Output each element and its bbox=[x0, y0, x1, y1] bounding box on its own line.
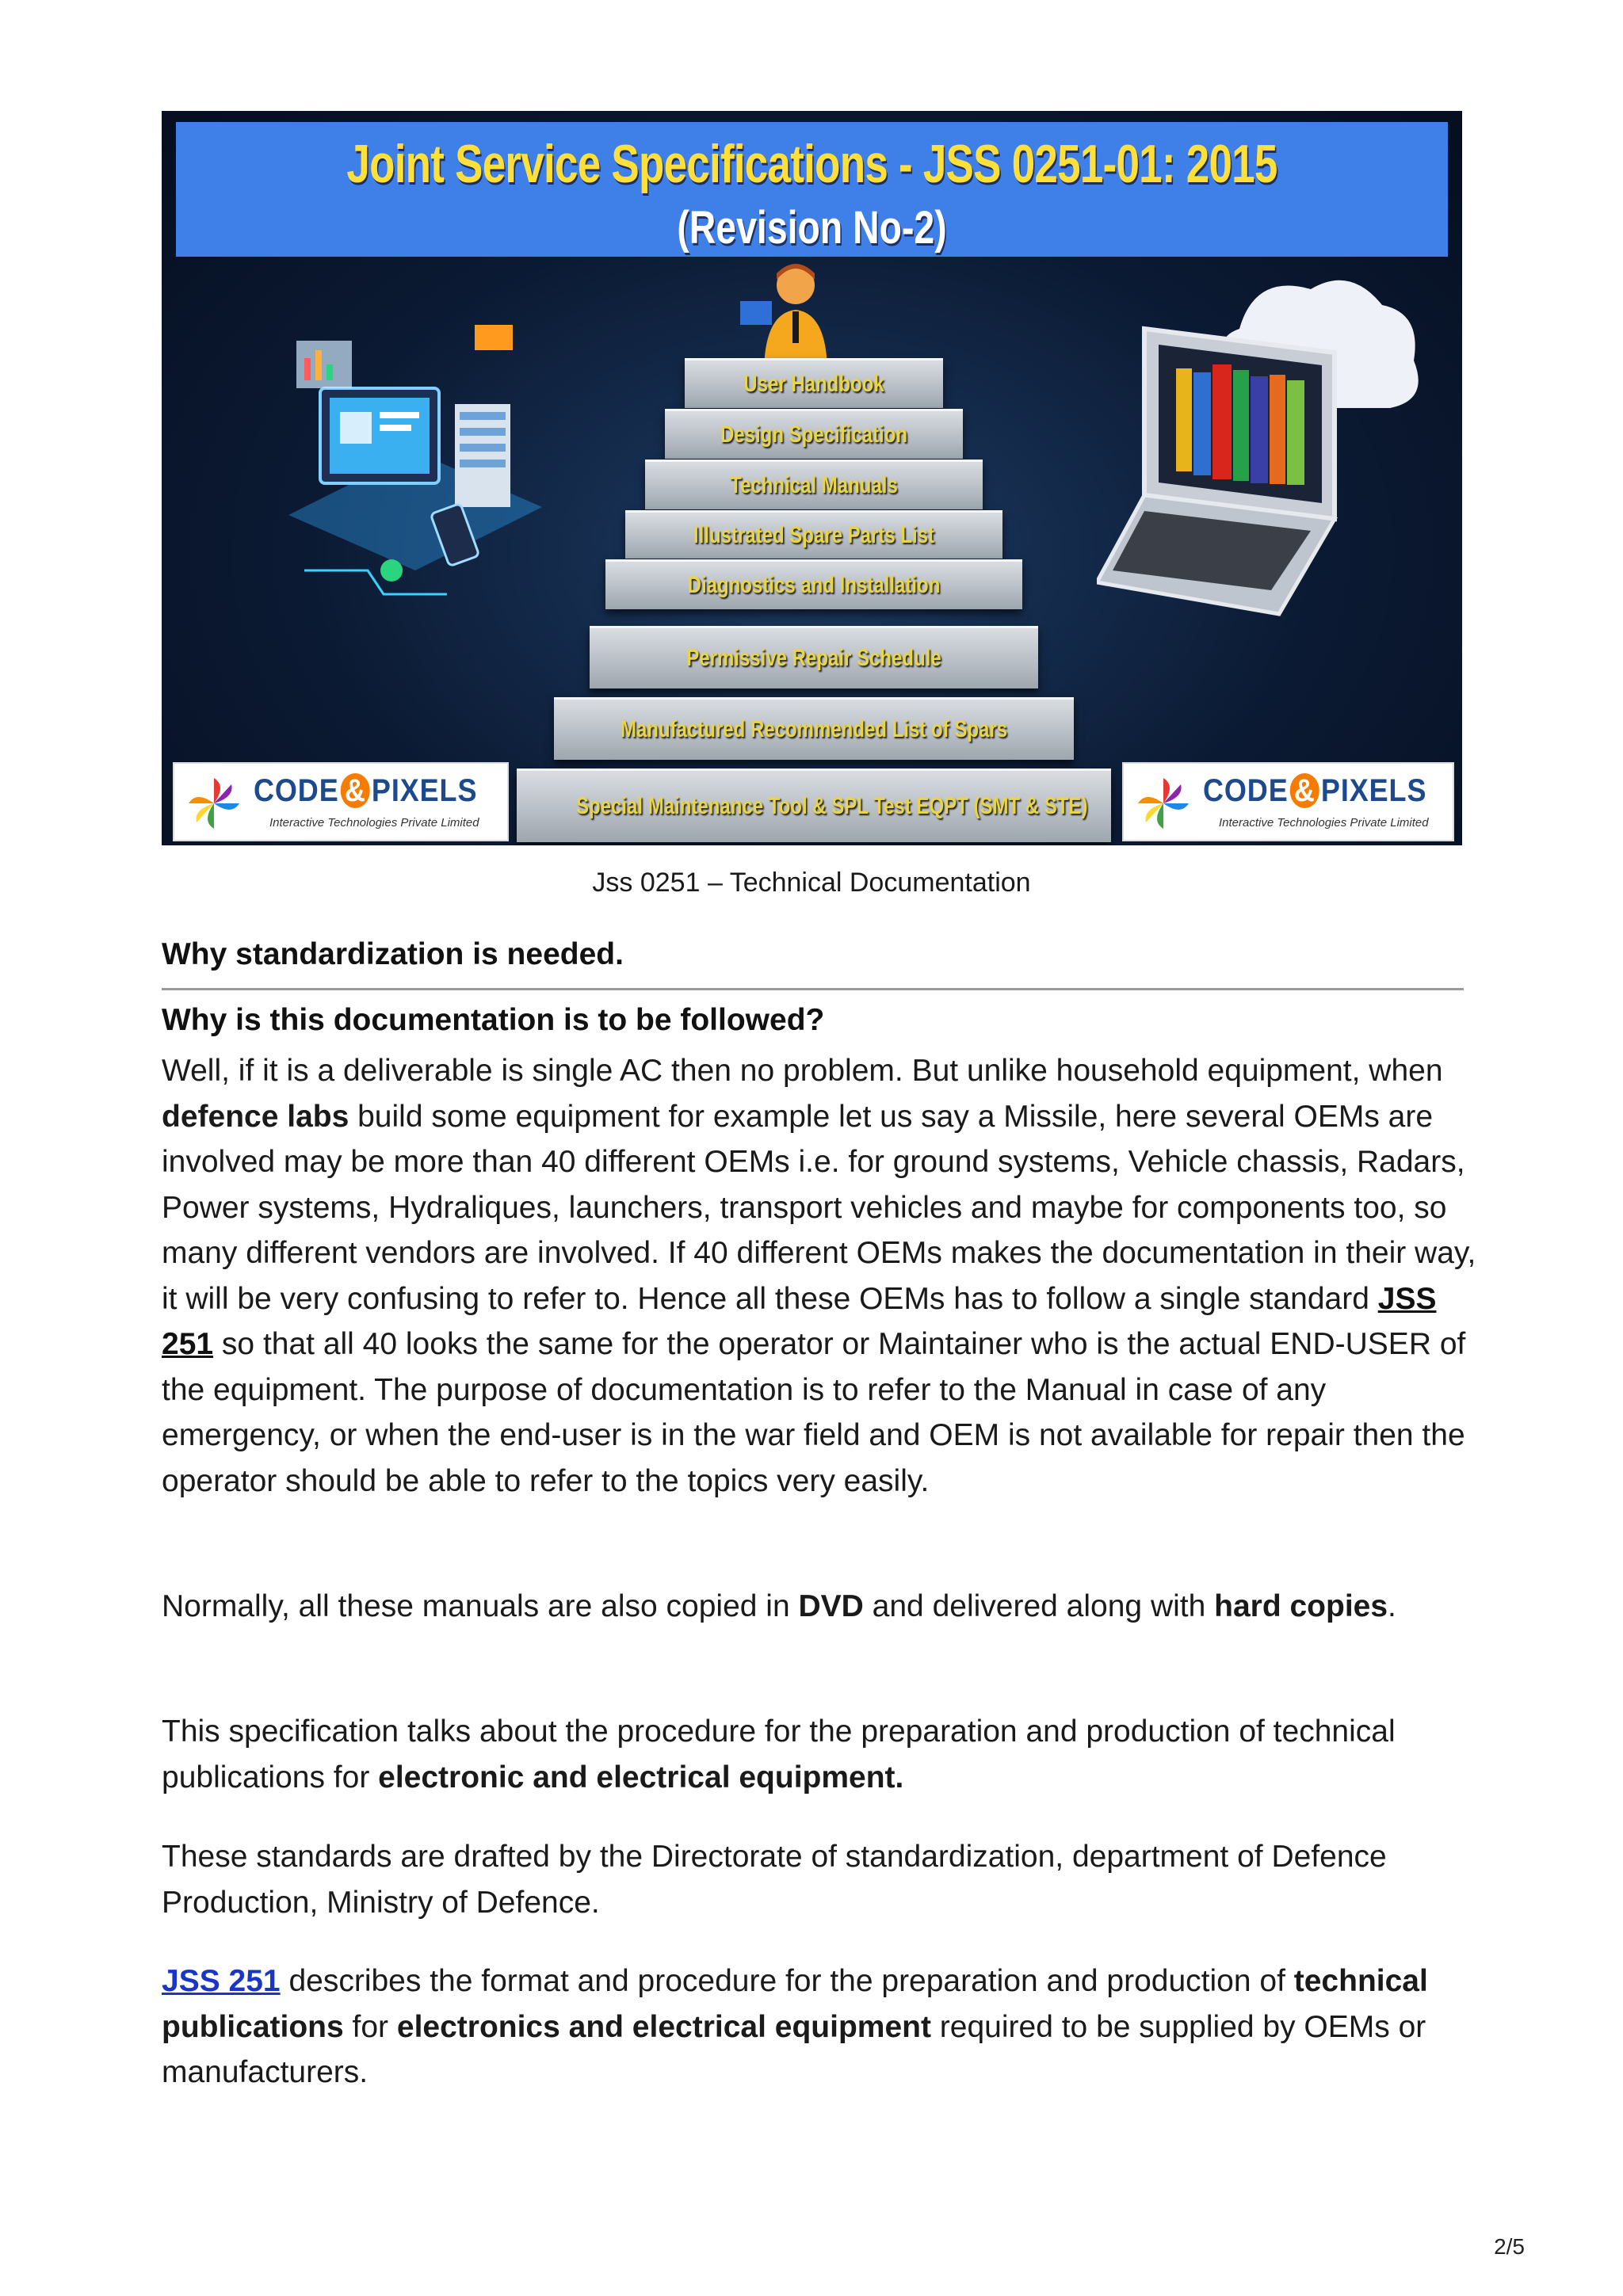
heading-why-standardization: Why standardization is needed. bbox=[162, 937, 624, 971]
pinwheel-logo-icon bbox=[1135, 775, 1192, 832]
person-icon bbox=[732, 257, 851, 368]
tech-illustration-left bbox=[273, 309, 558, 642]
step-permissive-repair-schedule: Permissive Repair Schedule bbox=[590, 626, 1038, 688]
banner-subtitle: (Revision No-2) bbox=[677, 202, 947, 254]
paragraph-specification: This specification talks about the procedure for the preparation and production of technical publications for electronic and electrical equipment. bbox=[162, 1714, 1396, 1794]
logo-wordmark: CODE & PIXELS bbox=[254, 773, 478, 808]
step-user-handbook: User Handbook bbox=[685, 358, 943, 408]
step-design-specification: Design Specification bbox=[665, 409, 963, 459]
laptop-books-illustration bbox=[1097, 265, 1430, 646]
banner-title: Joint Service Specifications - JSS 0251-01: 2015 bbox=[346, 134, 1277, 194]
image-caption: Jss 0251 – Technical Documentation bbox=[592, 868, 1031, 898]
jss-251-link[interactable]: JSS 251 bbox=[162, 1281, 1437, 1361]
paragraph-why-followed: Well, if it is a deliverable is single AC then no problem. But unlike household equipment, when defence labs build some equipment for example let us say a Missile, here several OEMs are involved may be more than 40 different OEMs i.e. for ground systems, Vehicle chassis, Radars, Power systems, Hydraliques, launchers, transport vehicles and maybe for components too, so many different vendors are involved. If 40 different OEMs makes the documentation in their way, it will be very confusing to refer to. Hence all these OEMs has to follow a single standard JSS 251 so that all 40 looks the same for the operator or Maintainer who is the actual END-USER of the equipment. The purpose of documentation is to refer to the Manual in case of any emergency, or when the end-user is in the war field and OEM is not available for repair then the operator should be able to refer to the topics very easily. bbox=[162, 1054, 1476, 1498]
section-divider bbox=[162, 988, 1464, 990]
step-special-maintenance-tool: Special Maintenance Tool & SPL Test EQPT (SMT & STE) bbox=[517, 769, 1111, 842]
code-pixels-logo-left bbox=[173, 762, 509, 841]
step-illustrated-spare-parts-list: Illustrated Spare Parts List bbox=[625, 510, 1002, 559]
banner-image bbox=[162, 111, 1462, 845]
paragraph-jss-251-describes: JSS 251 describes the format and procedure for the preparation and production of technical publications for electronics and electrical equipment required to be supplied by OEMs or manufacturers. bbox=[162, 1964, 1428, 2089]
jss-251-blue-link[interactable]: JSS 251 bbox=[162, 1964, 281, 1998]
page-number: 2/5 bbox=[1494, 2234, 1525, 2259]
pinwheel-logo-icon bbox=[185, 775, 242, 832]
step-technical-manuals: Technical Manuals bbox=[645, 460, 983, 509]
paragraph-dvd-copies: Normally, all these manuals are also copied in DVD and delivered along with hard copies. bbox=[162, 1589, 1396, 1623]
logo-tagline: Interactive Technologies Private Limited bbox=[1219, 816, 1429, 830]
banner-header bbox=[176, 122, 1448, 257]
step-diagnostics-and-installation: Diagnostics and Installation bbox=[605, 559, 1022, 609]
logo-tagline: Interactive Technologies Private Limited bbox=[269, 816, 479, 830]
paragraph-directorate: These standards are drafted by the Directorate of standardization, department of Defence Production, Ministry of Defence. bbox=[162, 1840, 1387, 1920]
step-manufactured-recommended-list: Manufactured Recommended List of Spars bbox=[554, 697, 1074, 760]
logo-wordmark: CODE & PIXELS bbox=[1203, 773, 1427, 808]
heading-why-documentation: Why is this documentation is to be followed? bbox=[162, 1003, 825, 1037]
code-pixels-logo-right bbox=[1122, 762, 1454, 841]
